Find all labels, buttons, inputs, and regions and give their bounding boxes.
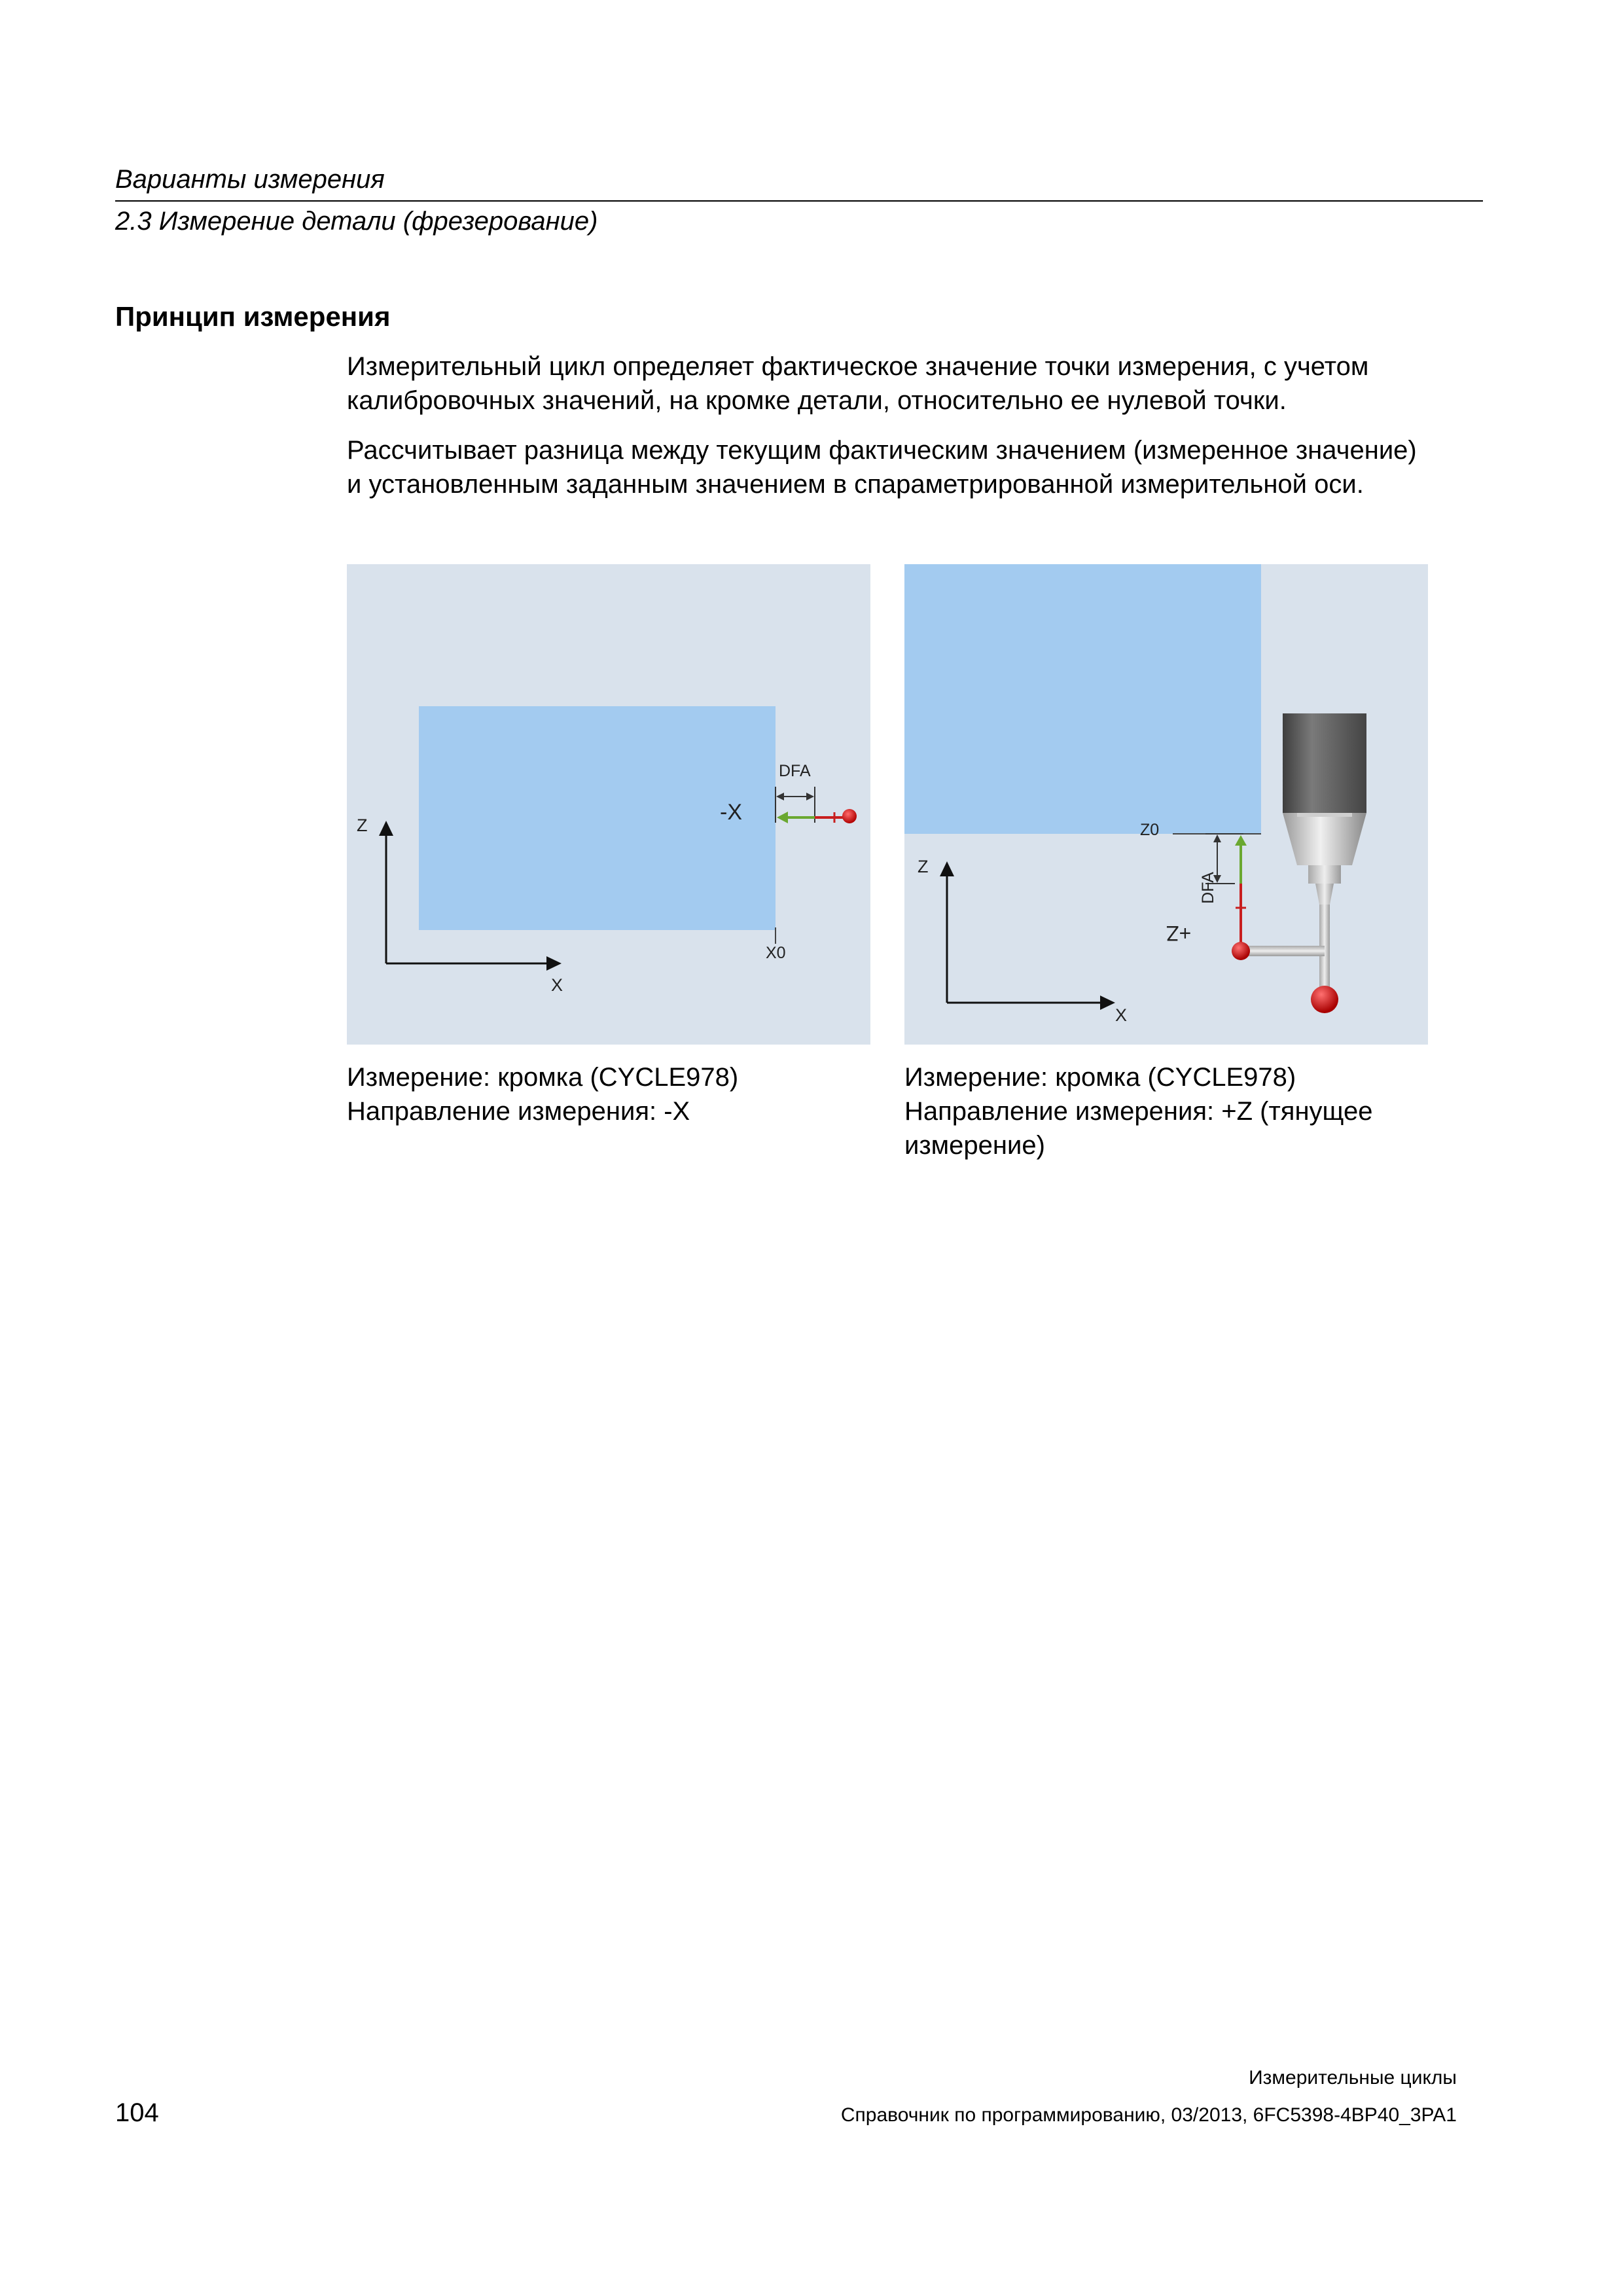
- figure-edge-measure-plus-z: [904, 564, 1428, 1045]
- caption-line: Направление измерения: +Z (тянущее: [904, 1097, 1373, 1126]
- x0-label: X0: [766, 944, 786, 962]
- dfa-label: DFA: [1198, 872, 1217, 904]
- figure-2-drawing: [904, 564, 1428, 1045]
- footer-doc-ref: Справочник по программированию, 03/2013, 6FC5398-4BP40_3PA1: [840, 2104, 1457, 2126]
- measuring-direction-arrow: [1235, 835, 1247, 949]
- paragraph-line: Рассчитывает разница между текущим фактическим значением (измеренное значение): [347, 436, 1417, 465]
- figure-edge-measure-minus-x: [347, 564, 870, 1045]
- x-axis-label: X: [551, 975, 563, 995]
- caption-line: Измерение: кромка (CYCLE978): [347, 1063, 739, 1092]
- direction-label: -X: [720, 800, 742, 825]
- footer-doc-title: Измерительные циклы: [1249, 2067, 1457, 2089]
- caption-line: измерение): [904, 1131, 1045, 1160]
- page-number: 104: [115, 2098, 159, 2127]
- section-heading: Принцип измерения: [115, 301, 391, 332]
- probe-ball: [842, 809, 857, 823]
- figure-1-caption: [347, 1060, 738, 1128]
- dfa-label: DFA: [779, 762, 811, 780]
- direction-label: +Z: [1166, 922, 1192, 945]
- header-rule: [115, 200, 1483, 202]
- figure-2-caption: [904, 1060, 1373, 1162]
- x-axis-label: X: [1115, 1005, 1128, 1025]
- measuring-direction-arrow: [777, 812, 847, 823]
- running-header-section: 2.3 Измерение детали (фрезерование): [115, 207, 598, 236]
- paragraph-line: и установленным заданным значением в спараметрированной измерительной оси.: [347, 470, 1364, 499]
- caption-line: Измерение: кромка (CYCLE978): [904, 1063, 1296, 1092]
- z-axis-label: Z: [918, 857, 929, 876]
- figure-1-drawing: [347, 564, 870, 1045]
- paragraph-2: [347, 433, 1417, 501]
- coordinate-axes: [940, 861, 1115, 1010]
- z-axis-label: Z: [357, 816, 368, 835]
- workpiece: [904, 564, 1261, 834]
- z0-label: Z0: [1140, 821, 1160, 839]
- paragraph-line: Измерительный цикл определяет фактическое значение точки измерения, с учетом: [347, 352, 1369, 381]
- probe-ball: [1311, 986, 1338, 1013]
- paragraph-1: [347, 350, 1368, 418]
- caption-line: Направление измерения: -X: [347, 1097, 690, 1126]
- running-header-chapter: Варианты измерения: [115, 165, 385, 194]
- probe-ball-small: [1232, 942, 1250, 960]
- paragraph-line: калибровочных значений, на кромке детали, относительно ее нулевой точки.: [347, 386, 1287, 415]
